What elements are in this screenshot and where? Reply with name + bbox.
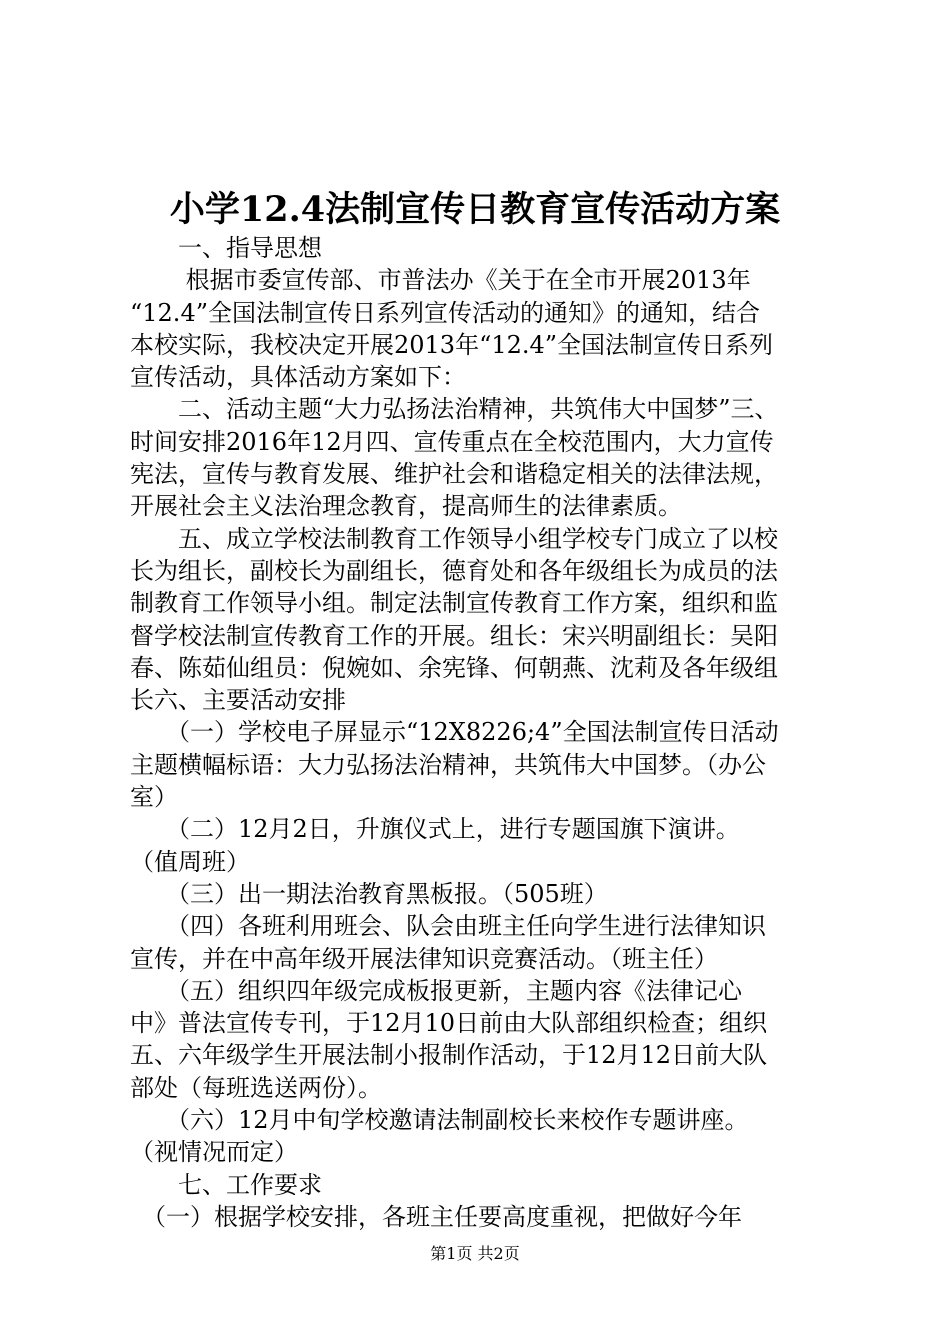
body-line: （一）学校电子屏显示“12X8226;4”全国法制宣传日活动 (130, 718, 779, 747)
body-line: “12.4”全国法制宣传日系列宣传活动的通知》的通知，结合 (130, 298, 760, 327)
body-line: 制教育工作领导小组。制定法制宣传教育工作方案，组织和监 (130, 589, 778, 618)
body-line: （五）组织四年级完成板报更新，主题内容《法律记心 (130, 976, 742, 1005)
body-line: 本校实际，我校决定开展2013年“12.4”全国法制宣传日系列 (130, 330, 774, 359)
body-line: （一）根据学校安排，各班主任要高度重视，把做好今年 (130, 1202, 742, 1231)
body-line: （四）各班利用班会、队会由班主任向学生进行法律知识 (130, 912, 766, 941)
document-title: 小学12.4法制宣传日教育宣传活动方案 (169, 189, 781, 230)
body-line: （三）出一期法治教育黑板报。（505班） (130, 879, 608, 908)
body-line: 中》普法宣传专刊，于12月10日前由大队部组织检查；组织 (130, 1009, 768, 1038)
body-line: 五、成立学校法制教育工作领导小组学校专门成立了以校 (130, 524, 778, 553)
body-line: 时间安排2016年12月四、宣传重点在全校范围内，大力宣传 (130, 427, 774, 456)
body-line: 一、指导思想 (130, 234, 322, 262)
document-body (130, 232, 840, 1233)
body-line: （值周班） (130, 847, 250, 876)
body-line: 主题横幅标语：大力弘扬法治精神，共筑伟大中国梦。（办公 (130, 750, 766, 779)
body-line: （六）12月中旬学校邀请法制副校长来校作专题讲座。 (130, 1106, 749, 1135)
body-line: 室） (130, 783, 178, 812)
body-line: 春、陈茹仙组员：倪婉如、余宪锋、何朝燕、沈莉及各年级组 (130, 653, 778, 682)
body-line: 宪法，宣传与教育发展、维护社会和谐稳定相关的法律法规， (130, 460, 778, 489)
body-line: 宣传，并在中高年级开展法律知识竞赛活动。（班主任） (130, 944, 718, 973)
body-line: （视情况而定） (130, 1138, 298, 1167)
body-line: 二、活动主题“大力弘扬法治精神，共筑伟大中国梦”三、 (130, 395, 779, 424)
body-line: 五、六年级学生开展法制小报制作活动，于12月12日前大队 (130, 1041, 768, 1070)
body-line: 根据市委宣传部、市普法办《关于在全市开展2013年 (130, 266, 751, 295)
body-line: 长六、主要活动安排 (130, 686, 346, 715)
body-line: （二）12月2日，升旗仪式上，进行专题国旗下演讲。 (130, 815, 740, 844)
body-line: 开展社会主义法治理念教育，提高师生的法律素质。 (130, 492, 682, 521)
body-line: 七、工作要求 (130, 1170, 322, 1199)
page-footer: 第1页 共2页 (430, 1244, 520, 1263)
body-line: 部处（每班选送两份）。 (130, 1073, 382, 1102)
body-line: 宣传活动，具体活动方案如下： (130, 363, 466, 392)
body-line: 长为组长，副校长为副组长，德育处和各年级组长为成员的法 (130, 556, 778, 585)
body-line: 督学校法制宣传教育工作的开展。组长：宋兴明副组长：吴阳 (130, 621, 778, 650)
